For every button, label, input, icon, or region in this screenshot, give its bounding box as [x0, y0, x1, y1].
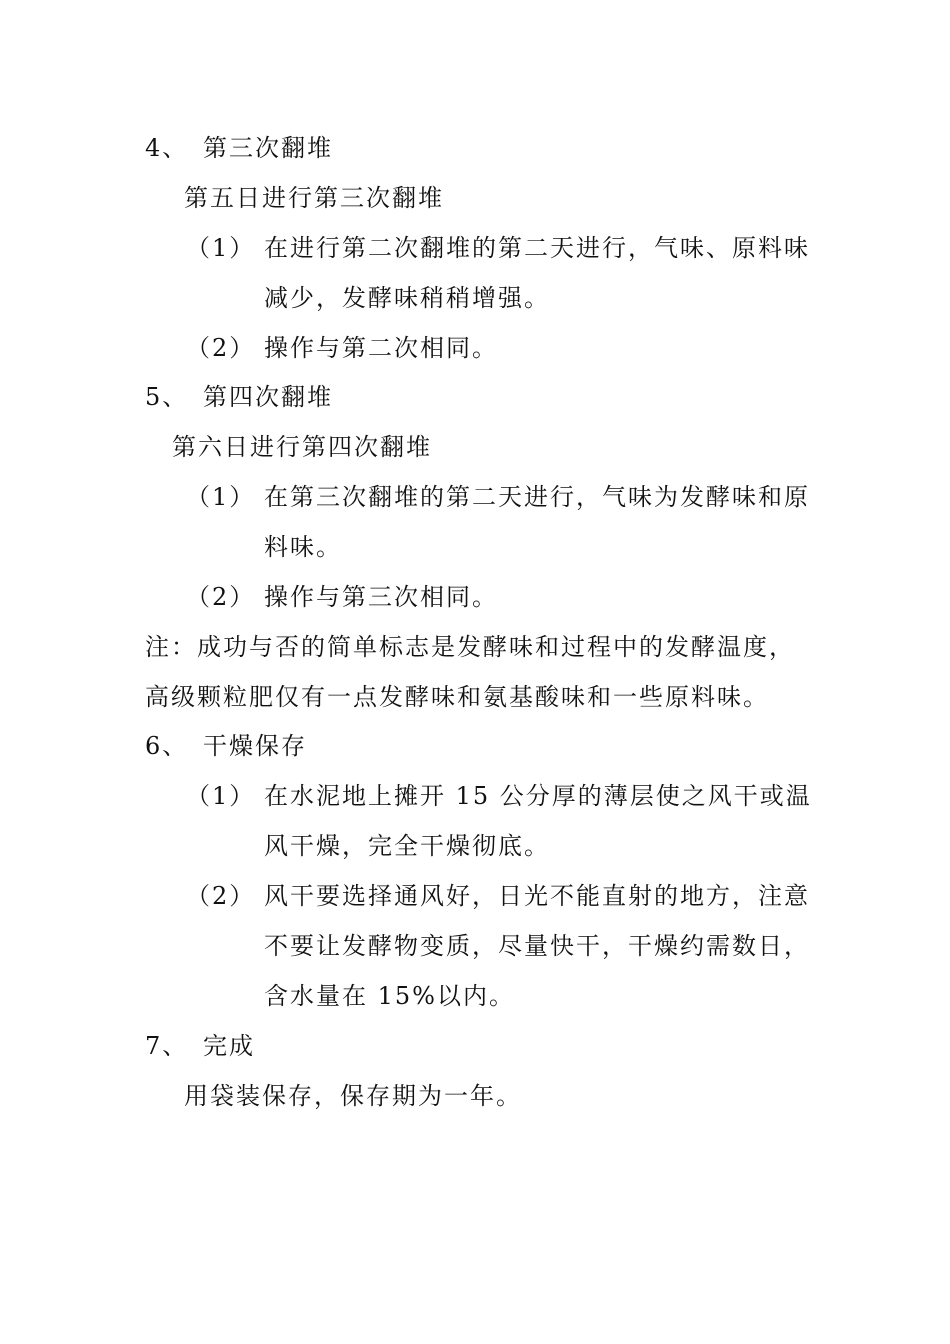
section-intro: 第五日进行第三次翻堆	[184, 184, 444, 212]
note-text: 注：成功与否的简单标志是发酵味和过程中的发酵温度，	[145, 633, 795, 661]
section-number: 4、	[145, 134, 189, 162]
item-text: 操作与第三次相同。	[264, 583, 498, 611]
section-intro: 第六日进行第四次翻堆	[172, 433, 432, 461]
section-number: 7、	[145, 1032, 189, 1060]
list-item	[186, 482, 810, 512]
item-text: 在水泥地上摊开 15 公分厚的薄层使之风干或温	[264, 782, 812, 810]
item-text: 操作与第二次相同。	[264, 334, 498, 362]
note-text-continued: 高级颗粒肥仅有一点发酵味和氨基酸味和一些原料味。	[145, 683, 769, 711]
section-title: 第四次翻堆	[203, 383, 333, 411]
list-item	[186, 781, 812, 811]
item-label: （2）	[186, 334, 256, 362]
section-number: 5、	[145, 383, 189, 411]
list-item	[186, 881, 810, 911]
section-heading	[145, 731, 307, 761]
item-text-continued: 不要让发酵物变质，尽量快干，干燥约需数日，	[264, 932, 810, 960]
item-text-continued: 含水量在 15%以内。	[264, 982, 515, 1010]
item-text: 在进行第二次翻堆的第二天进行，气味、原料味	[264, 234, 810, 262]
section-heading	[145, 1031, 255, 1061]
section-number: 6、	[145, 732, 189, 760]
section-title: 干燥保存	[203, 732, 307, 760]
section-heading	[145, 133, 333, 163]
item-text: 在第三次翻堆的第二天进行，气味为发酵味和原	[264, 483, 810, 511]
list-item	[186, 233, 810, 263]
list-item	[186, 582, 498, 612]
item-label: （2）	[186, 583, 256, 611]
item-label: （1）	[186, 782, 256, 810]
list-item	[186, 333, 498, 363]
item-text-continued: 减少，发酵味稍稍增强。	[264, 284, 550, 312]
item-label: （2）	[186, 882, 256, 910]
item-label: （1）	[186, 234, 256, 262]
item-text-continued: 风干燥，完全干燥彻底。	[264, 832, 550, 860]
item-text: 风干要选择通风好，日光不能直射的地方，注意	[264, 882, 810, 910]
section-intro: 用袋装保存，保存期为一年。	[184, 1082, 522, 1110]
section-heading	[145, 382, 333, 412]
item-text-continued: 料味。	[264, 533, 342, 561]
section-title: 第三次翻堆	[203, 134, 333, 162]
item-label: （1）	[186, 483, 256, 511]
section-title: 完成	[203, 1032, 255, 1060]
